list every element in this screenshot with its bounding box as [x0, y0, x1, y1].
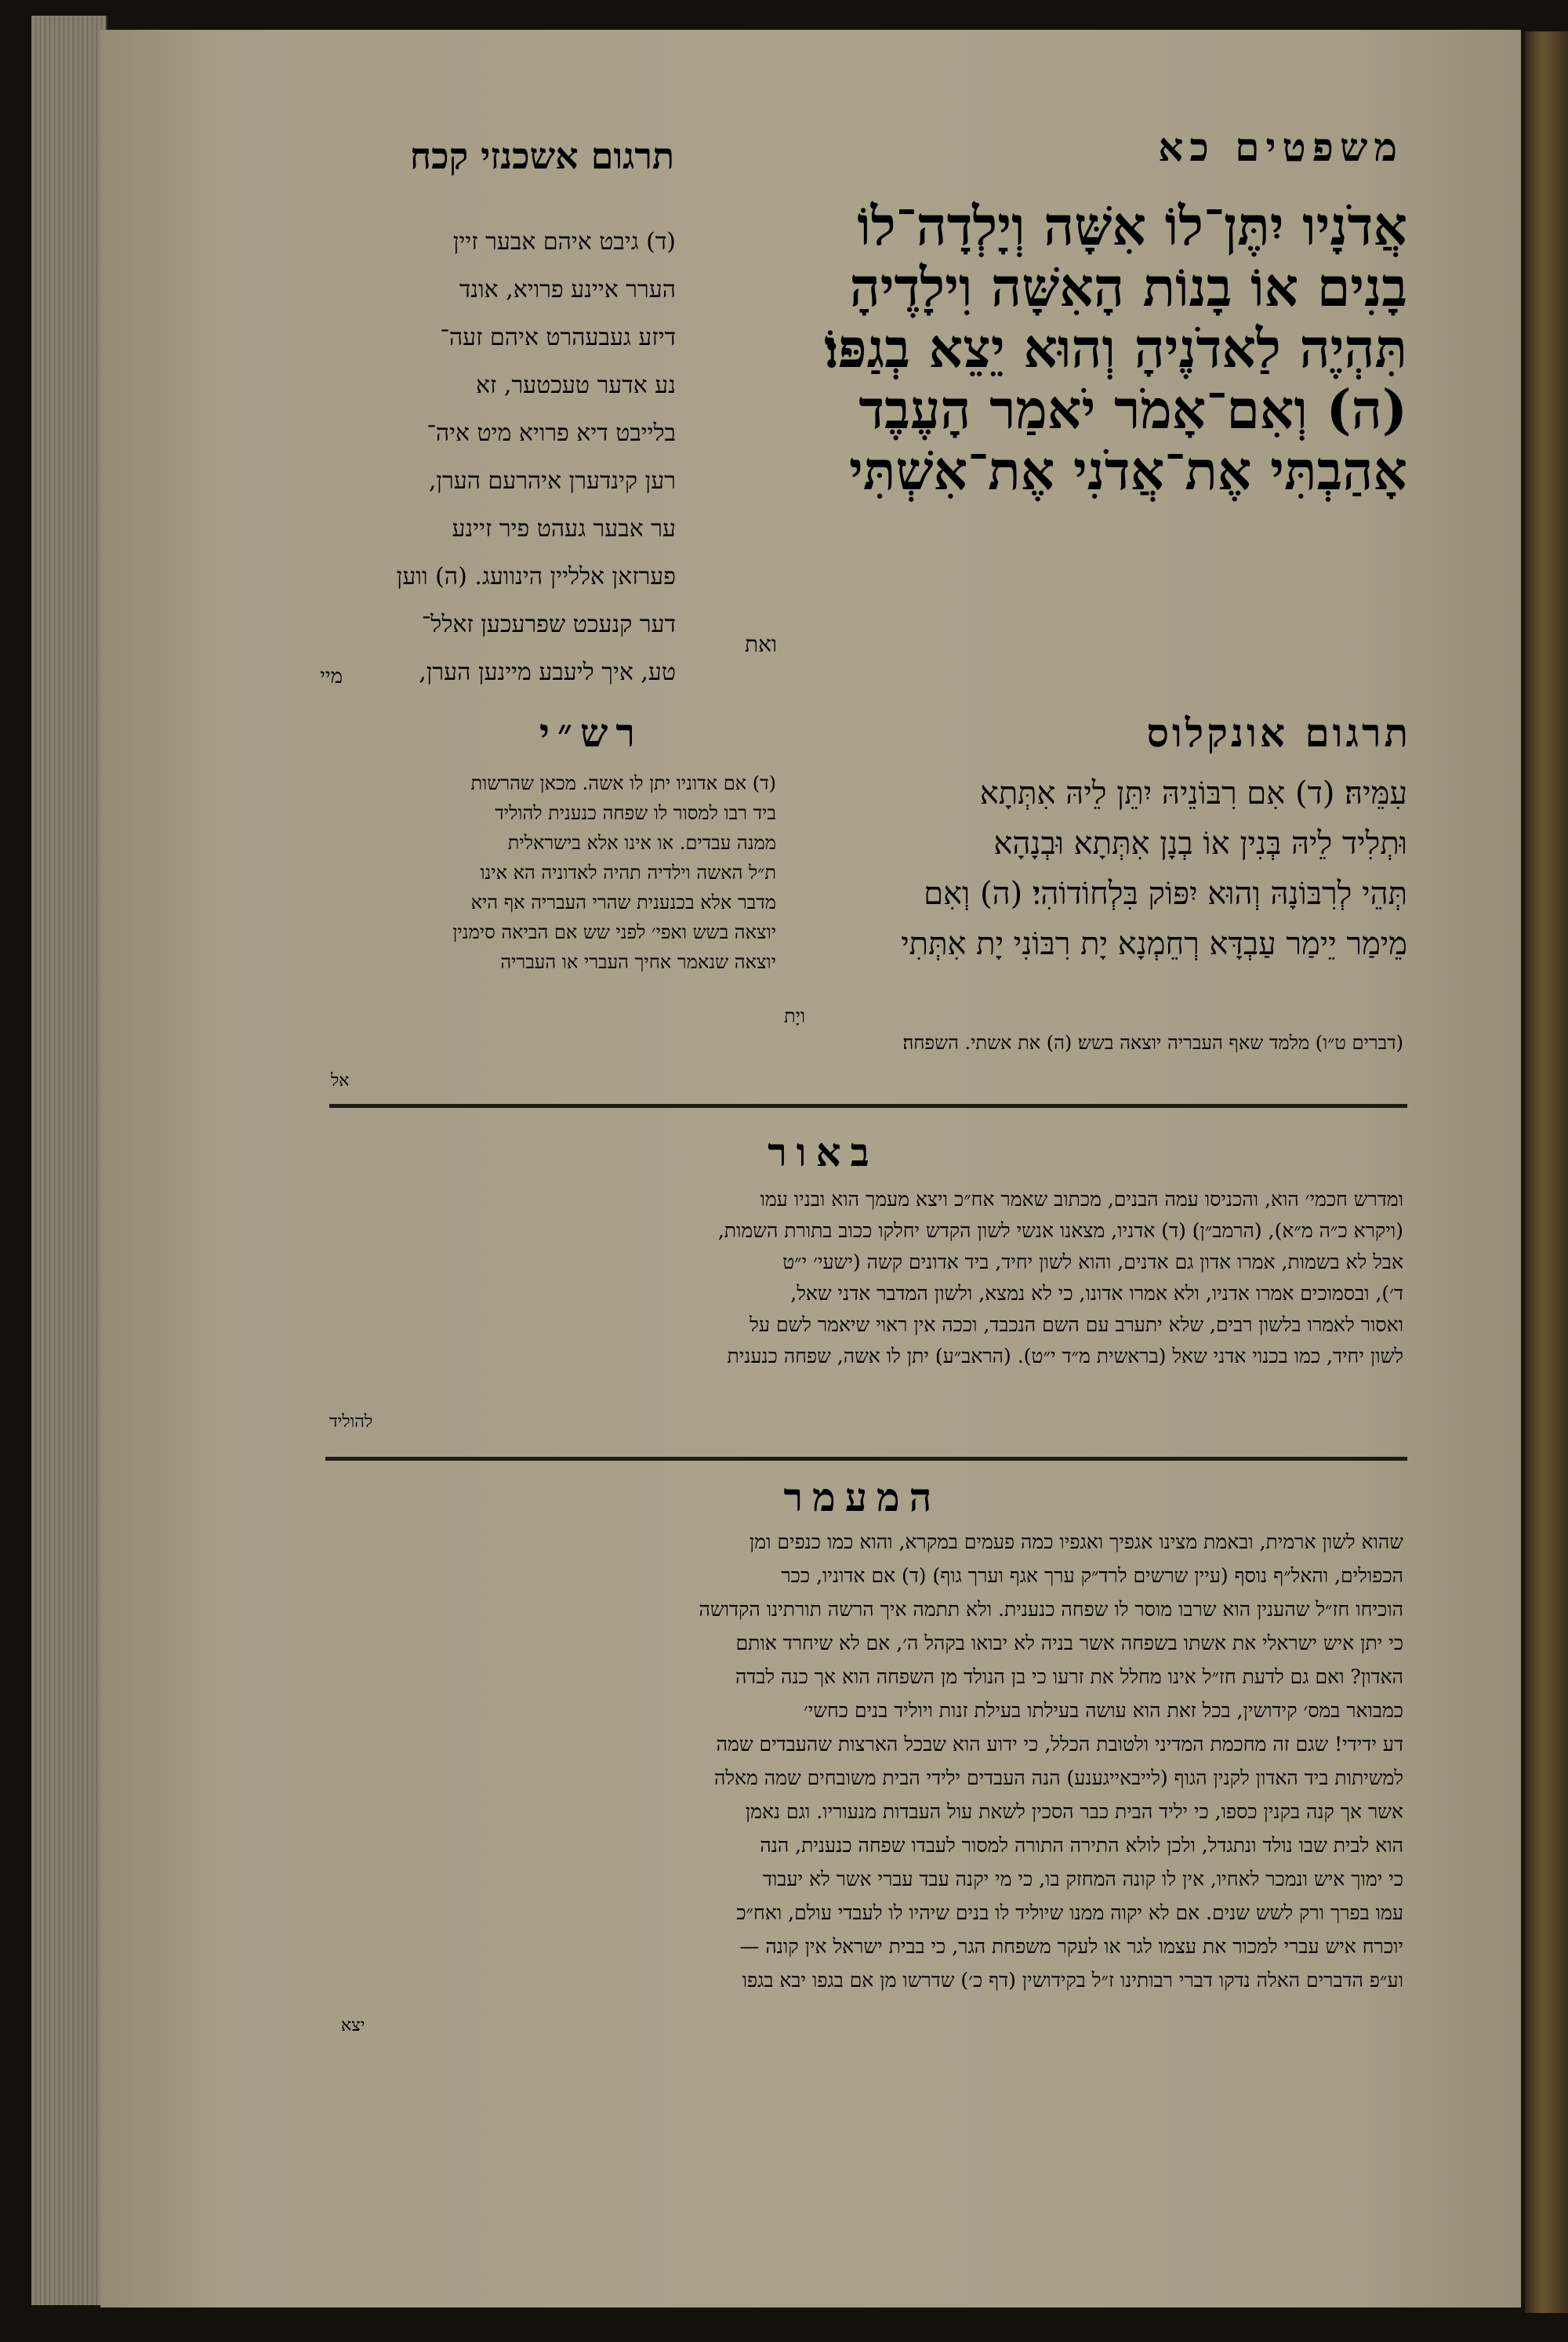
rashi-line: ביד רבו למסור לו שפחה כנענית להוליד — [495, 802, 776, 824]
yiddish-line: בלייבט דיא פרויא מיט איה־ — [426, 419, 676, 447]
torah-verse — [690, 196, 1407, 502]
yiddish-line: דיזע געבעהרט איהם זעה־ — [440, 324, 676, 351]
biur-header: באור — [768, 1129, 879, 1175]
onkelos-line: עִמֵּיהּ׃ (ד) אִם רִבּוֹנֵיהּ יִתֵּן לֵיהּ אִתְּתָא — [979, 775, 1407, 812]
measef-line: עמו בפרך ורק לשש שנים. אם לא יקוה ממנו שיוליד לו בנים שיהיו לו לעבדי עולם, ואח״כ — [736, 1901, 1403, 1924]
measef-line: דע ידידי! שגם זה מחכמת המדיני ולטובת הכלל, כי ידוע הוא שבכל הארצות שהעבדים שמה — [716, 1733, 1403, 1756]
measef-line: וע״פ הדברים האלה נדקו דברי רבותינו ז״ל בקידושין (דף כ׳) שדרשו מן אם בגפו יבא בגפו — [742, 1969, 1403, 1992]
biur-text — [329, 1184, 1403, 1372]
onkelos-line: תְּהֵי לְרִבּוֹנָהּ וְהוּא יִפּוֹק בִּלְחוֹדוֹהִי׃ (ה) וְאִם — [924, 876, 1407, 912]
yiddish-line: טע, איך ליעבע מיינען הערן, — [419, 659, 676, 686]
measef-line: הוא לבית שבו נולד ונתגדל, ולכן לולא התירה התורה למסור לעבדו שפחה כנענית, הנה — [760, 1834, 1403, 1857]
biur-line: (ויקרא כ״ה מ״א), (הרמב״ן)׃ (ד) אדניו, מצאנו אנשי לשון הקדש יחלקו ככוב בתורת השמות, — [717, 1219, 1403, 1242]
measef-line: אשר אך קנה בקנין כספו, כי יליד הבית כבר הסכין לשאת עול העבדות מנעוריו. וגם נאמן — [745, 1800, 1403, 1823]
yiddish-line: פערזאן אלליין הינוועג. (ה) ווען — [396, 563, 676, 590]
book-page-edges — [31, 16, 107, 2305]
rashi-line: מדבר אלא בכנענית שהרי העבריה אף היא — [470, 891, 776, 913]
yiddish-line: ער אבער געהט פיר זיינע — [452, 515, 676, 543]
measef-line: כמבואר במס׳ קידושין, בכל זאת הוא עושה בעילתו בעילת זנות ויוליד בנים כחשי׳ — [803, 1699, 1403, 1722]
yiddish-catchword: מיי — [320, 665, 343, 688]
yiddish-translation — [314, 218, 676, 696]
rashi-line: (ד) אם אדוניו יתן לו אשה. מכאן שהרשות — [470, 772, 776, 794]
verse-line: (ה) וְאִם־אָמֹר יֹאמַר הָעֶבֶד — [858, 379, 1407, 441]
rashi-line: ת״ל האשה וילדיה תהיה לאדוניה הא אינו — [480, 862, 776, 884]
verse-line: תִּהְיֶה לַאדֹנֶיהָ וְהוּא יֵצֵא בְגַפּוֹ׃ — [824, 318, 1407, 380]
biur-line: ומדרש חכמי׳ הוא, והכניסו עמה הבנים, מכתוב שאמר אח״כ ויצא מעמך הוא ובניו עמו — [760, 1188, 1403, 1211]
measef-catchword: יצא — [341, 2016, 365, 2035]
yiddish-line: הערר איינע פרויא, אונד — [459, 276, 676, 303]
rashi-line: ממנה עבדים. או אינו אלא בישראלית — [507, 832, 776, 854]
measef-line: האדון? ואם גם לדעת חז״ל אינו מחלל את זרעו כי בן הנולד מן השפחה הוא אך כנה לבדה — [735, 1665, 1403, 1688]
verse-catchword: ואת — [745, 631, 778, 657]
rashi-final-line: (דברים ט״ו) מלמד שאף העבריה יוצאה בשש׃ (ה) את אשתי. השפחה׃ — [902, 1032, 1403, 1054]
section-divider — [329, 1104, 1407, 1108]
facing-page-edge — [1525, 31, 1568, 2313]
biur-line: אבל לא בשמות, אמרו אדון גם אדנים, והוא לשון יחיד, ביד אדונים קשה (ישעי׳ י״ט — [782, 1251, 1403, 1273]
onkelos-line: וּתְלִיד לֵיהּ בְּנִין אוֹ בְנָן אִתְּתָא וּבְנָהָא — [993, 826, 1407, 862]
measef-text — [325, 1525, 1403, 1997]
section-divider — [325, 1457, 1407, 1461]
rashi-line: יוצאה בשש ואפי׳ לפני שש אם הביאה סימנין — [452, 921, 776, 943]
onkelos-line: מֵימַר יֵימַר עַבְדָּא רְחֵמְנָא יָת רִבּוֹנִי יָת אִתְּתִי — [901, 926, 1407, 962]
measef-line: למשיתות ביד האדון לקנין הגוף (לייבאייגענע) הנה העבדים ילידי הבית משובחים שמה מאלה — [713, 1766, 1403, 1789]
measef-line: שהוא לשון ארמית, ובאמת מצינו אגפיך ואגפיו כמה פעמים במקרא, והוא כמו כנפים ומן — [749, 1530, 1403, 1553]
measef-line: כי ימוך איש ונמכר לאחיו, אין לו קונה המחזק בו, כי מי יקנה עבד עברי אשר לא יעבוד — [762, 1868, 1403, 1890]
measef-line: הכפולים, והאל״ף נוסף (עיין שרשים לרד״ק ערך אגף וערך גוף)׃ (ד) אם אדוניו, ככר — [781, 1564, 1403, 1587]
measef-header: המעמר — [783, 1474, 942, 1520]
rashi-header: רש״י — [539, 710, 643, 756]
biur-line: ד׳), ובסמוכים אמרו אדניו, ולא אמרו אדונו, כי לא נמצא, ולשון המדבר אדני שאל, — [790, 1282, 1403, 1305]
rashi-catchword: אל — [331, 1071, 350, 1091]
verse-line: בָנִים אוֹ בָנוֹת הָאִשָּׁה וִילָדֶיהָ — [849, 256, 1407, 319]
biur-line: ואסור לאמרו בלשון רבים, שלא יתערב עם השם הנכבד, וככה אין ראוי שיאמר לשם על — [750, 1313, 1403, 1336]
rashi-line: יוצאה שנאמר אחיך העברי או העבריה — [500, 951, 776, 973]
onkelos-catchword: ויָת — [784, 1005, 806, 1027]
biur-catchword: להוליד — [329, 1412, 373, 1432]
verse-line: אָהַבְתִּי אֶת־אֲדֹנִי אֶת־אִשְׁתִּי — [849, 440, 1407, 503]
verse-line: אֲדֹנָיו יִתֶּן־לוֹ אִשָּׁה וְיָלְדָה־לוֹ — [857, 195, 1407, 258]
onkelos-text — [788, 768, 1407, 969]
parasha-header: משפטים כא — [1158, 124, 1403, 170]
rashi-text — [329, 768, 776, 977]
measef-line: יוכרח איש עברי למכור את עצמו לגר או לעקר משפחת הגר, כי בבית ישראל אין קונה — — [739, 1935, 1403, 1958]
measef-line: כי יתן איש ישראלי את אשתו בשפחה אשר בניה לא יבואו בקהל ה׳, אם לא שיחרד אותם — [735, 1632, 1403, 1654]
yiddish-line: דער קנעכט שפרעכען זאלל־ — [421, 611, 676, 638]
yiddish-line: (ד) גיבט איהם אבער זיין — [452, 228, 676, 256]
onkelos-header: תרגום אונקלוס — [1146, 710, 1411, 756]
targum-header: תרגום אשכנזי קכח — [409, 135, 674, 177]
yiddish-line: נע אדער טעכטער, זא — [476, 372, 676, 399]
measef-line: הוכיחו חז״ל שהענין הוא שרבו מוסר לו שפחה כנענית. ולא תתמה איך הרשה תורתינו הקדושה — [699, 1598, 1403, 1621]
biur-line: לשון יחיד, כמו בכנוי אדני שאל (בראשית מ״ד י״ט). (הראב״ע)׃ יתן לו אשה, שפחה כנענית — [727, 1345, 1403, 1367]
yiddish-line: רען קינדערן איהרעם הערן, — [428, 467, 676, 495]
